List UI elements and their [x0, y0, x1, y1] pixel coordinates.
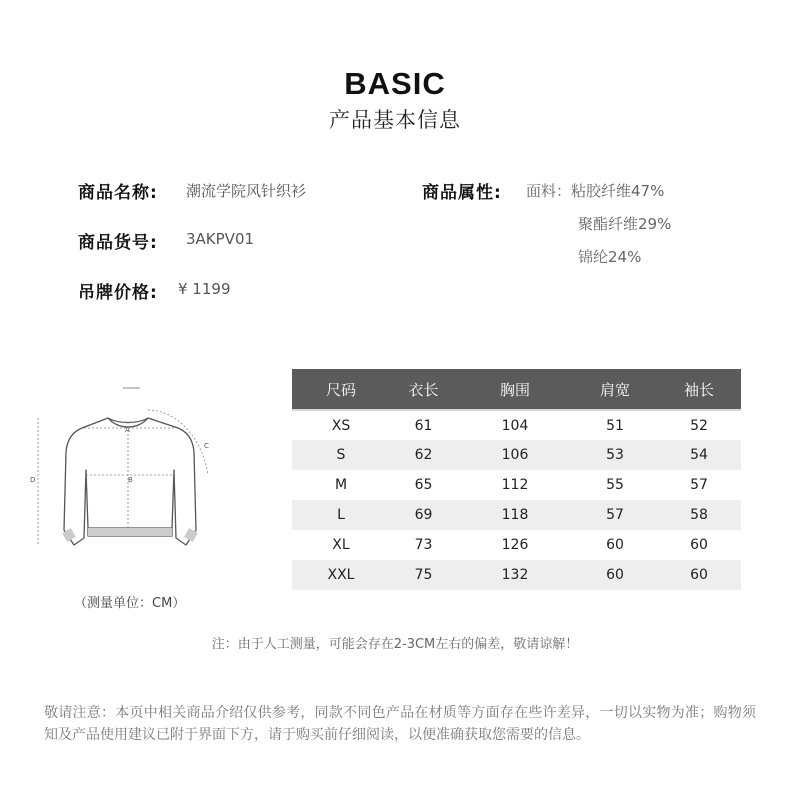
cell-chest: 126 [501, 537, 529, 553]
product-sku-label: 商品货号: [78, 233, 158, 253]
cell-chest: 106 [457, 440, 573, 470]
table-row [292, 560, 741, 590]
product-name-label: 商品名称: [78, 183, 158, 203]
size-chart-header [292, 369, 741, 410]
cell-size: M [334, 477, 348, 493]
table-row [292, 470, 741, 500]
table-row [292, 530, 741, 560]
label-b: B [128, 476, 133, 484]
product-attr-label: 商品属性: [422, 183, 502, 203]
size-chart [292, 369, 741, 590]
cell-shoulder: 51 [606, 417, 624, 434]
cell-length: 69 [390, 500, 457, 530]
product-sku-value: 3AKPV01 [186, 230, 255, 248]
disclaimer-text: 敬请注意：本页中相关商品介绍仅供参考，同款不同色产品在材质等方面存在些许差异，一切以实物为准；购物须知及产品使用建议已附于界面下方，请于购买前仔细阅读，以便准确获取您需要的信息。 [44, 705, 756, 743]
cell-sleeve: 58 [657, 500, 741, 530]
label-a: A [125, 426, 130, 434]
material-line-1: 面料：粘胶纤维47% [526, 182, 665, 200]
cell-shoulder: 55 [606, 477, 624, 493]
table-row [292, 500, 741, 530]
cell-shoulder: 53 [573, 440, 657, 470]
table-row [292, 410, 741, 440]
cell-chest: 104 [501, 417, 529, 434]
cell-chest: 132 [457, 560, 573, 590]
page-subtitle: 产品基本信息 [329, 108, 461, 132]
cell-size: XL [332, 537, 350, 553]
material-line-2: 聚酯纤维29% [578, 215, 672, 233]
cell-sleeve: 57 [690, 477, 708, 493]
cell-size: S [292, 440, 390, 470]
cell-shoulder: 57 [573, 500, 657, 530]
header-chest: 胸围 [457, 369, 573, 410]
label-c: C [204, 442, 209, 450]
measurement-deviation-note: 注：由于人工测量，可能会存在2-3CM左右的偏差，敬请谅解！ [211, 637, 579, 652]
tag-price-value: ¥ 1199 [178, 280, 231, 298]
cell-length: 65 [414, 477, 433, 493]
cell-sleeve: 54 [657, 440, 741, 470]
cell-size: XS [331, 417, 351, 434]
header-shoulder: 肩宽 [573, 369, 657, 410]
material-line-3: 锦纶24% [578, 248, 642, 266]
table-row [292, 440, 741, 470]
cell-sleeve: 60 [690, 537, 708, 553]
cell-size: XXL [292, 560, 390, 590]
cell-sleeve: 60 [657, 560, 741, 590]
header-sleeve: 袖长 [657, 369, 741, 410]
header-length: 衣长 [390, 369, 457, 410]
product-name-value: 潮流学院风针织衫 [186, 182, 307, 200]
cell-length: 75 [390, 560, 457, 590]
cell-shoulder: 60 [606, 537, 624, 553]
cell-length: 61 [414, 417, 433, 434]
cell-chest: 118 [457, 500, 573, 530]
sweater-diagram [28, 380, 228, 570]
cell-chest: 112 [501, 477, 529, 493]
cell-size: L [292, 500, 390, 530]
label-d: D [30, 476, 36, 484]
cell-sleeve: 52 [690, 417, 708, 434]
page-title: BASIC [344, 66, 446, 101]
cell-length: 62 [390, 440, 457, 470]
cell-length: 73 [414, 537, 433, 553]
header-size: 尺码 [292, 369, 390, 410]
cell-shoulder: 60 [573, 560, 657, 590]
tag-price-label: 吊牌价格: [78, 283, 158, 303]
measurement-unit-note: （测量单位：CM） [74, 596, 186, 611]
